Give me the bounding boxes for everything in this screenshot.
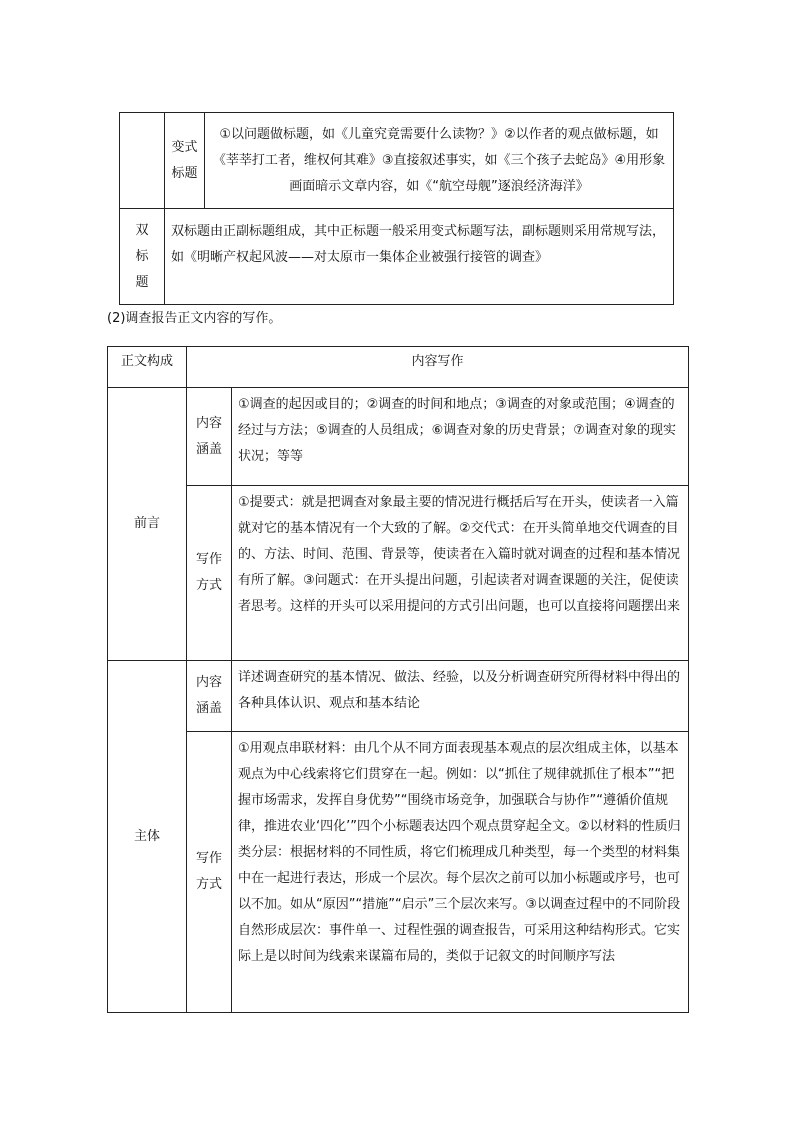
preface-coverage-text: ①调查的起因或目的；②调查的时间和地点；③调查的对象或范围；④调查的经过与方法；⑤调查的人员组成；⑥调查对象的历史背景；⑦调查对象的现实状况；等等	[232, 388, 689, 486]
header-structure: 正文构成	[108, 347, 187, 388]
header-row	[108, 347, 689, 388]
preface-method-label: 写作方式	[195, 552, 222, 593]
double-title-row	[120, 209, 674, 305]
section-caption: (2)调查报告正文内容的写作。	[107, 311, 282, 326]
preface-label: 前言	[108, 388, 187, 661]
preface-coverage-label-cell	[187, 388, 232, 486]
body-method-text: ①用观点串联材料：由几个从不同方面表现基本观点的层次组成主体，以基本观点为中心线索将它们贯穿在一起。例如：以“抓住了规律就抓住了根本”“把握市场需求，发挥自身优势”“围绕市场竞争，加强联合与协作”“遵循价值规律，推进农业‘四化’”四个小标题表达四个观点贯穿起全文。②以材料的性质归类分层：根据材料的不同性质，将它们梳理成几种类型，每一个类型的材料集中在一起进行表达，形成一个层次。每个层次之前可以加小标题或序号，也可以不加。如从“原因”“措施”“启示”三个层次来写。③以调查过程中的不同阶段自然形成层次：事件单一、过程性强的调查报告，可采用这种结构形式。它实际上是以时间为线索来谋篇布局的，类似于记叙文的时间顺序写法	[232, 732, 689, 1013]
variant-title-text: ①以问题做标题，如《儿童究竟需要什么读物？》②以作者的观点做标题，如《莘莘打工者，维权何其难》③直接叙述事实，如《三个孩子去蛇岛》④用形象画面暗示文章内容，如《“航空母舰”逐浪经济海洋》	[205, 113, 674, 209]
title-types-table	[119, 112, 674, 305]
body-coverage-text: 详述调查研究的基本情况、做法、经验，以及分析调查研究所得材料中得出的各种具体认识、观点和基本结论	[232, 661, 689, 732]
variant-title-label: 变式标题	[171, 139, 198, 181]
body-method-label: 写作方式	[195, 851, 222, 892]
double-title-label-cell	[120, 209, 165, 305]
body-method-row	[108, 732, 689, 1013]
report-body-table	[107, 346, 689, 1013]
body-method-label-cell	[187, 732, 232, 1013]
preface-method-text: ①提要式：就是把调查对象最主要的情况进行概括后写在开头，使读者一入篇就对它的基本情况有一个大致的了解。②交代式：在开头简单地交代调查的目的、方法、时间、范围、背景等，使读者在入篇时就对调查的过程和基本情况有所了解。③问题式：在开头提出问题，引起读者对调查课题的关注，促使读者思考。这样的开头可以采用提问的方式引出问题，也可以直接将问题摆出来	[232, 486, 689, 661]
empty-cell	[120, 113, 165, 209]
preface-coverage-label: 内容涵盖	[195, 415, 222, 457]
double-title-label: 双标题	[135, 222, 149, 290]
variant-title-row	[120, 113, 674, 209]
preface-method-label-cell	[187, 486, 232, 661]
body-coverage-label-cell	[187, 661, 232, 732]
body-label: 主体	[108, 661, 187, 1013]
preface-method-row	[108, 486, 689, 661]
double-title-text: 双标题由正副标题组成，其中正标题一般采用变式标题写法，副标题则采用常规写法，如《明晰产权起风波——对太原市一集体企业被强行接管的调查》	[165, 209, 674, 305]
body-coverage-label: 内容涵盖	[195, 675, 222, 716]
preface-coverage-row	[108, 388, 689, 486]
body-coverage-row	[108, 661, 689, 732]
variant-title-label-cell	[165, 113, 205, 209]
header-content: 内容写作	[187, 347, 689, 388]
